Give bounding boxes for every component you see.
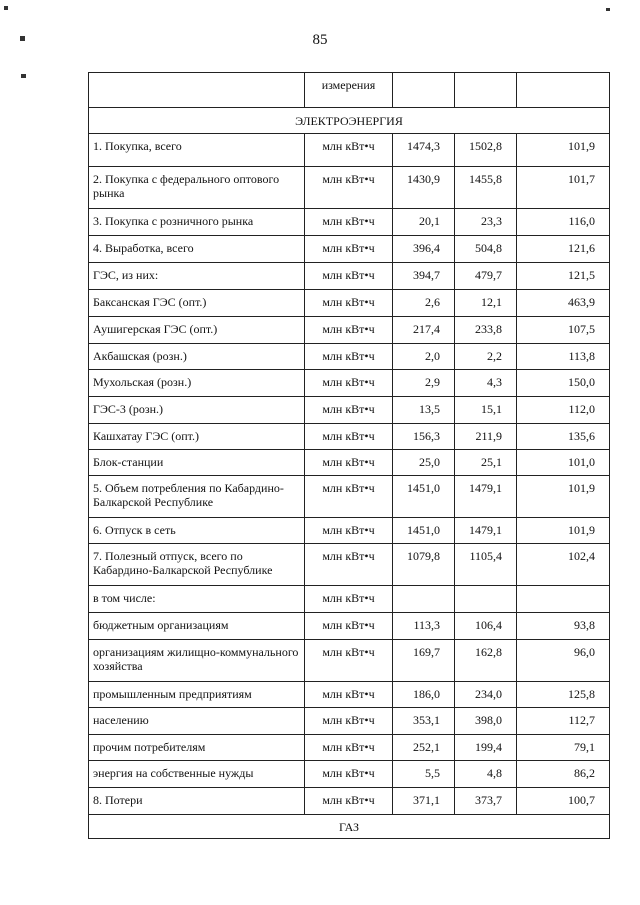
row-value-1: 20,1 [393, 209, 455, 236]
page-number: 85 [312, 32, 328, 48]
row-value-1: 25,0 [393, 450, 455, 476]
row-unit: млн кВт•ч [305, 290, 393, 317]
row-value-3: 125,8 [517, 682, 610, 708]
row-unit: млн кВт•ч [305, 708, 393, 735]
row-value-3: 96,0 [517, 640, 610, 682]
row-value-1: 2,0 [393, 344, 455, 370]
table-row [89, 544, 610, 586]
row-value-1: 217,4 [393, 317, 455, 344]
row-unit: млн кВт•ч [305, 209, 393, 236]
row-value-3: 101,9 [517, 476, 610, 518]
row-value-3: 93,8 [517, 613, 610, 640]
table-row [89, 236, 610, 263]
row-value-2: 162,8 [455, 640, 517, 682]
scan-mark [20, 36, 25, 41]
row-unit: млн кВт•ч [305, 735, 393, 761]
row-value-1: 394,7 [393, 263, 455, 290]
row-value-2: 106,4 [455, 613, 517, 640]
row-value-3: 113,8 [517, 344, 610, 370]
row-name: Кашхатау ГЭС (опт.) [89, 424, 305, 450]
row-value-2: 1479,1 [455, 518, 517, 544]
table-row [89, 682, 610, 708]
header-unit: измерения [305, 73, 393, 108]
row-value-3: 463,9 [517, 290, 610, 317]
row-value-3: 102,4 [517, 544, 610, 586]
row-unit: млн кВт•ч [305, 167, 393, 209]
row-name: Мухольская (розн.) [89, 370, 305, 397]
row-value-1: 252,1 [393, 735, 455, 761]
row-value-3: 86,2 [517, 761, 610, 788]
row-value-3: 135,6 [517, 424, 610, 450]
scan-mark [21, 74, 26, 78]
table-row [89, 476, 610, 518]
row-unit: млн кВт•ч [305, 613, 393, 640]
row-name: 5. Объем потребления по Кабардино-Балкарской Республике [89, 476, 305, 518]
section-gas: ГАЗ [89, 815, 610, 839]
row-name: в том числе: [89, 586, 305, 613]
row-unit: млн кВт•ч [305, 640, 393, 682]
row-value-1: 2,9 [393, 370, 455, 397]
table-row [89, 518, 610, 544]
row-value-3: 112,0 [517, 397, 610, 424]
energy-table [88, 72, 610, 839]
row-name: 6. Отпуск в сеть [89, 518, 305, 544]
row-value-1: 113,3 [393, 613, 455, 640]
row-unit: млн кВт•ч [305, 397, 393, 424]
row-name: 8. Потери [89, 788, 305, 815]
row-value-2: 4,8 [455, 761, 517, 788]
row-unit: млн кВт•ч [305, 263, 393, 290]
row-value-3: 112,7 [517, 708, 610, 735]
row-value-1: 353,1 [393, 708, 455, 735]
row-unit: млн кВт•ч [305, 682, 393, 708]
row-name: 2. Покупка с федерального оптового рынка [89, 167, 305, 209]
row-value-2: 12,1 [455, 290, 517, 317]
header-cell [517, 73, 610, 108]
row-value-1: 1474,3 [393, 134, 455, 167]
row-value-2: 479,7 [455, 263, 517, 290]
row-name: Акбашская (розн.) [89, 344, 305, 370]
row-unit: млн кВт•ч [305, 450, 393, 476]
row-value-1: 13,5 [393, 397, 455, 424]
row-name: промышленным предприятиям [89, 682, 305, 708]
row-name: энергия на собственные нужды [89, 761, 305, 788]
row-name: Аушигерская ГЭС (опт.) [89, 317, 305, 344]
row-value-3 [517, 586, 610, 613]
row-value-2: 234,0 [455, 682, 517, 708]
row-value-2: 4,3 [455, 370, 517, 397]
row-value-1: 396,4 [393, 236, 455, 263]
row-unit: млн кВт•ч [305, 236, 393, 263]
row-value-1: 5,5 [393, 761, 455, 788]
table-row [89, 708, 610, 735]
table-row [89, 761, 610, 788]
table-row [89, 640, 610, 682]
row-value-3: 79,1 [517, 735, 610, 761]
row-value-2: 25,1 [455, 450, 517, 476]
row-name: 1. Покупка, всего [89, 134, 305, 167]
header-cell [393, 73, 455, 108]
row-value-3: 101,9 [517, 518, 610, 544]
header-cell [455, 73, 517, 108]
row-value-1: 2,6 [393, 290, 455, 317]
row-value-2: 211,9 [455, 424, 517, 450]
row-unit: млн кВт•ч [305, 761, 393, 788]
row-name: Баксанская ГЭС (опт.) [89, 290, 305, 317]
row-value-2 [455, 586, 517, 613]
row-value-2: 504,8 [455, 236, 517, 263]
row-unit: млн кВт•ч [305, 344, 393, 370]
row-value-3: 150,0 [517, 370, 610, 397]
row-value-3: 101,7 [517, 167, 610, 209]
row-value-1 [393, 586, 455, 613]
row-unit: млн кВт•ч [305, 788, 393, 815]
table-row [89, 134, 610, 167]
table-row [89, 290, 610, 317]
table-row [89, 167, 610, 209]
row-value-1: 1430,9 [393, 167, 455, 209]
table-row [89, 613, 610, 640]
row-value-3: 107,5 [517, 317, 610, 344]
row-value-3: 121,5 [517, 263, 610, 290]
scan-mark [4, 6, 8, 10]
row-unit: млн кВт•ч [305, 476, 393, 518]
row-value-3: 100,7 [517, 788, 610, 815]
row-value-2: 398,0 [455, 708, 517, 735]
row-unit: млн кВт•ч [305, 134, 393, 167]
row-name: Блок-станции [89, 450, 305, 476]
scan-mark [606, 8, 610, 11]
row-value-1: 1451,0 [393, 476, 455, 518]
row-value-3: 121,6 [517, 236, 610, 263]
row-value-2: 23,3 [455, 209, 517, 236]
table-row [89, 263, 610, 290]
header-cell [89, 73, 305, 108]
row-value-2: 1105,4 [455, 544, 517, 586]
row-value-2: 15,1 [455, 397, 517, 424]
row-value-2: 373,7 [455, 788, 517, 815]
row-unit: млн кВт•ч [305, 544, 393, 586]
table-row [89, 397, 610, 424]
row-unit: млн кВт•ч [305, 370, 393, 397]
row-value-2: 1502,8 [455, 134, 517, 167]
row-value-2: 233,8 [455, 317, 517, 344]
row-value-1: 371,1 [393, 788, 455, 815]
row-name: 7. Полезный отпуск, всего по Кабардино-Балкарской Республике [89, 544, 305, 586]
table-row [89, 788, 610, 815]
row-unit: млн кВт•ч [305, 586, 393, 613]
row-value-2: 199,4 [455, 735, 517, 761]
row-unit: млн кВт•ч [305, 518, 393, 544]
row-value-3: 101,0 [517, 450, 610, 476]
row-name: ГЭС, из них: [89, 263, 305, 290]
row-unit: млн кВт•ч [305, 424, 393, 450]
row-value-2: 2,2 [455, 344, 517, 370]
section-electricity: ЭЛЕКТРОЭНЕРГИЯ [89, 108, 610, 134]
table-row [89, 344, 610, 370]
table-row [89, 370, 610, 397]
row-name: 3. Покупка с розничного рынка [89, 209, 305, 236]
row-name: населению [89, 708, 305, 735]
row-value-1: 169,7 [393, 640, 455, 682]
table-row [89, 586, 610, 613]
row-unit: млн кВт•ч [305, 317, 393, 344]
section-row [89, 815, 610, 839]
row-name: организациям жилищно-коммунального хозяйства [89, 640, 305, 682]
row-name: 4. Выработка, всего [89, 236, 305, 263]
table-row [89, 209, 610, 236]
table-row [89, 450, 610, 476]
row-value-1: 1079,8 [393, 544, 455, 586]
section-row [89, 108, 610, 134]
row-name: бюджетным организациям [89, 613, 305, 640]
table-row [89, 317, 610, 344]
row-name: ГЭС-3 (розн.) [89, 397, 305, 424]
table-row [89, 735, 610, 761]
row-value-2: 1479,1 [455, 476, 517, 518]
row-value-3: 116,0 [517, 209, 610, 236]
row-value-1: 186,0 [393, 682, 455, 708]
row-value-1: 156,3 [393, 424, 455, 450]
row-value-2: 1455,8 [455, 167, 517, 209]
row-name: прочим потребителям [89, 735, 305, 761]
header-row [89, 73, 610, 108]
row-value-1: 1451,0 [393, 518, 455, 544]
row-value-3: 101,9 [517, 134, 610, 167]
table-row [89, 424, 610, 450]
